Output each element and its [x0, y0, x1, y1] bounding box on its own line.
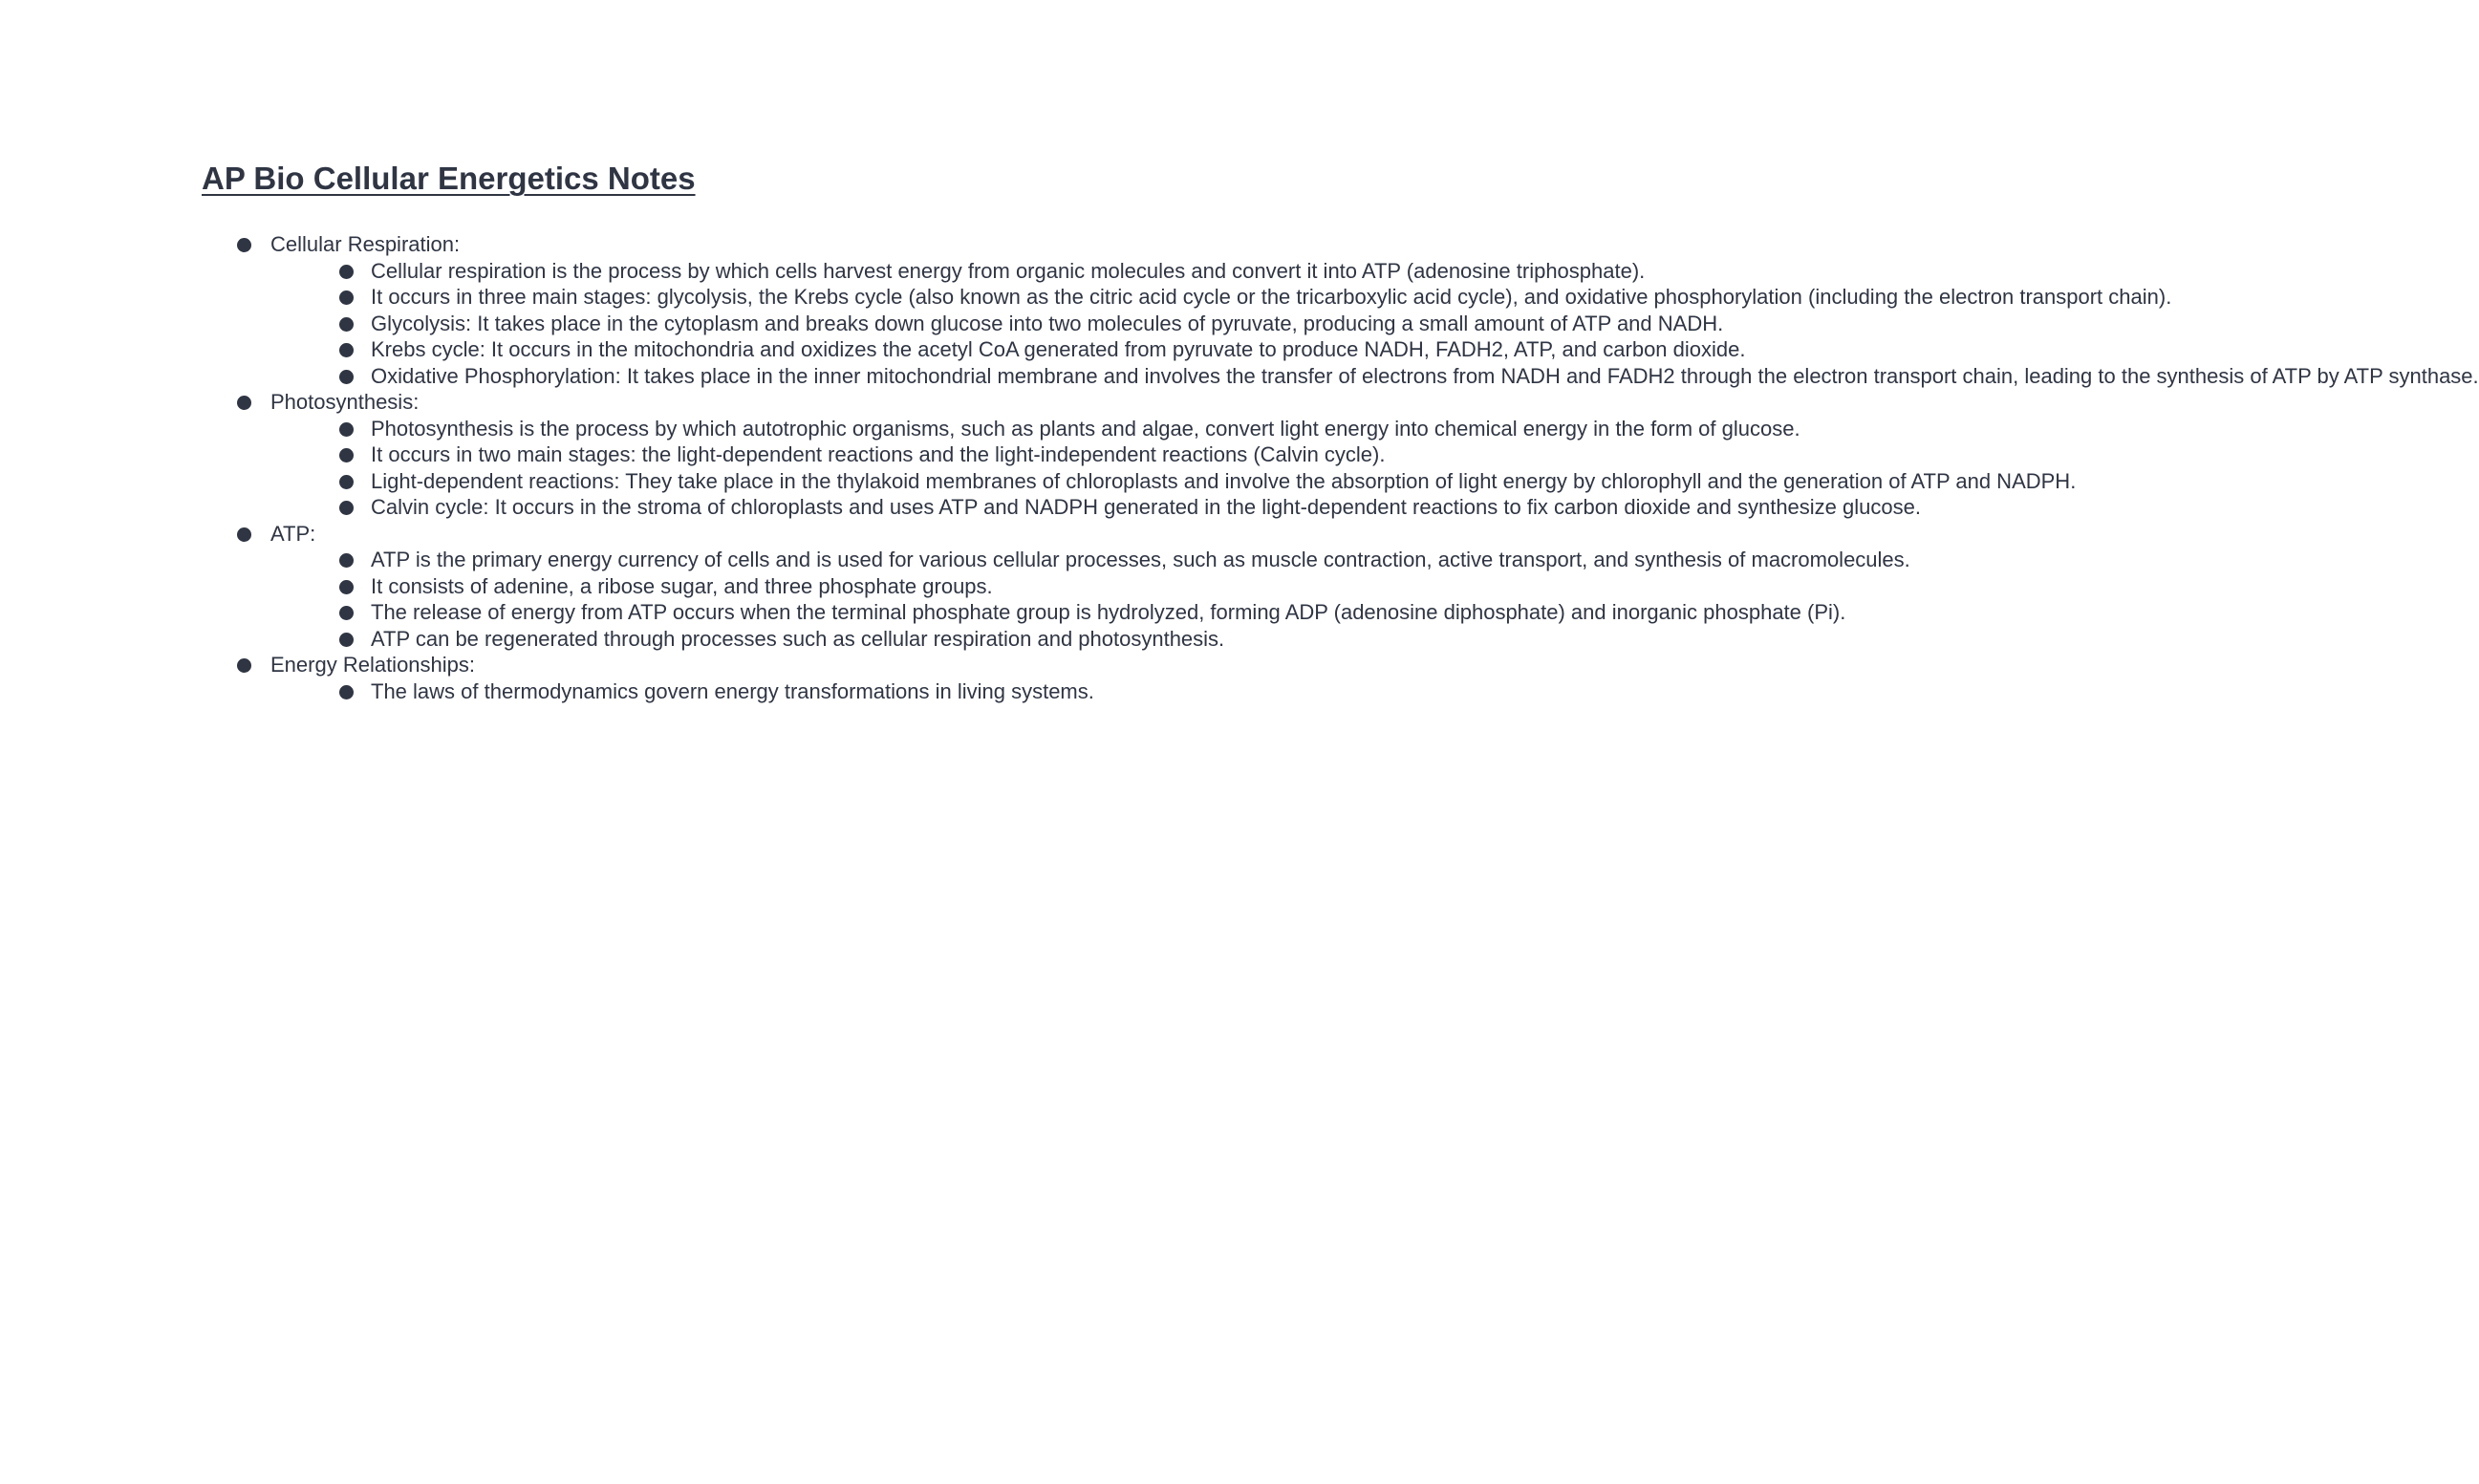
- section-heading: [237, 389, 2077, 521]
- list-item-text: It occurs in three main stages: glycolysis, the Krebs cycle (also known as the citric acid cycle or the tricarboxylic acid cycle), and oxidative phosphorylation (including the electron transport chain).: [371, 285, 2172, 309]
- list-item: [270, 311, 1724, 337]
- bullet-icon: [339, 370, 354, 384]
- list-item: [270, 416, 1800, 442]
- list-item: [270, 363, 2479, 390]
- sub-bullet-list: [270, 258, 2479, 390]
- section-heading-text: Energy Relationships:: [270, 653, 476, 677]
- list-item-text: Krebs cycle: It occurs in the mitochondria and oxidizes the acetyl CoA generated from pyruvate to produce NADH, FADH2, ATP, and carbon dioxide.: [371, 337, 1746, 361]
- bullet-icon: [339, 475, 354, 489]
- list-item: [270, 626, 1225, 653]
- section-heading: [237, 521, 1910, 653]
- list-item: [270, 547, 1910, 573]
- notes-list: [237, 231, 2479, 704]
- bullet-icon: [339, 553, 354, 568]
- bullet-icon: [339, 633, 354, 647]
- bullet-icon: [339, 606, 354, 620]
- list-item-text: Photosynthesis is the process by which autotrophic organisms, such as plants and algae, convert light energy into chemical energy in the form of glucose.: [371, 416, 1800, 441]
- list-item-text: Light-dependent reactions: They take place in the thylakoid membranes of chloroplasts and involve the absorption of light energy by chlorophyll and the generation of ATP and NADPH.: [371, 468, 2077, 493]
- bullet-icon: [339, 265, 354, 279]
- bullet-icon: [339, 685, 354, 699]
- section-heading: [237, 652, 1094, 704]
- bullet-icon: [339, 343, 354, 357]
- list-item-text: Cellular respiration is the process by which cells harvest energy from organic molecules and convert it into ATP (adenosine triphosphate).: [371, 258, 1646, 283]
- list-item: [270, 573, 1064, 600]
- list-item-text: It consists of adenine, a ribose sugar, and three phosphate groups.: [371, 573, 993, 598]
- list-item-text: Oxidative Phosphorylation: It takes place in the inner mitochondrial membrane and involves the transfer of electrons from NADH and FADH2 through the electron transport chain, leading to the synthesis of ATP by ATP synthase.: [371, 363, 2479, 388]
- bullet-icon: [339, 317, 354, 332]
- list-item-text: Glycolysis: It takes place in the cytoplasm and breaks down glucose into two molecules of pyruvate, producing a small amount of ATP and NADH.: [371, 311, 1724, 335]
- section-heading: [237, 231, 2479, 389]
- list-item: [270, 678, 1094, 705]
- bullet-icon: [339, 448, 354, 462]
- sub-bullet-list: [270, 416, 2077, 521]
- list-item-text: ATP is the primary energy currency of cells and is used for various cellular processes, such as muscle contraction, active transport, and synthesis of macromolecules.: [371, 548, 1910, 571]
- sub-bullet-list: [270, 547, 1910, 652]
- bullet-icon: [339, 501, 354, 515]
- page-title: AP Bio Cellular Energetics Notes: [202, 161, 696, 196]
- list-item: [270, 468, 2077, 495]
- bullet-icon: [237, 396, 251, 410]
- list-item: [270, 599, 1846, 626]
- list-item-text: The release of energy from ATP occurs when the terminal phosphate group is hydrolyzed, forming ADP (adenosine diphosphate) and inorganic phosphate (Pi).: [371, 600, 1846, 624]
- bullet-icon: [237, 527, 251, 542]
- section-heading-text: Photosynthesis:: [270, 390, 420, 414]
- bullet-icon: [237, 658, 251, 673]
- list-item-text: Calvin cycle: It occurs in the stroma of chloroplasts and uses ATP and NADPH generated in the light-dependent reactions to fix carbon dioxide and synthesize glucose.: [371, 495, 1921, 519]
- list-item-text: The laws of thermodynamics govern energy transformations in living systems.: [371, 678, 1094, 703]
- list-item: [270, 284, 2172, 311]
- list-item: [270, 441, 1386, 468]
- sub-bullet-list: [270, 678, 1094, 705]
- section-heading-text: ATP:: [270, 521, 316, 546]
- bullet-icon: [339, 580, 354, 594]
- list-item: [270, 336, 1746, 363]
- bullet-icon: [237, 238, 251, 252]
- list-item-text: It occurs in two main stages: the light-dependent reactions and the light-independent reactions (Calvin cycle).: [371, 442, 1386, 466]
- list-item-text: ATP can be regenerated through processes such as cellular respiration and photosynthesis.: [371, 626, 1225, 651]
- section-heading-text: Cellular Respiration:: [270, 232, 461, 256]
- list-item: [270, 258, 1646, 285]
- bullet-icon: [339, 290, 354, 305]
- bullet-icon: [339, 422, 354, 437]
- list-item: [270, 494, 1921, 521]
